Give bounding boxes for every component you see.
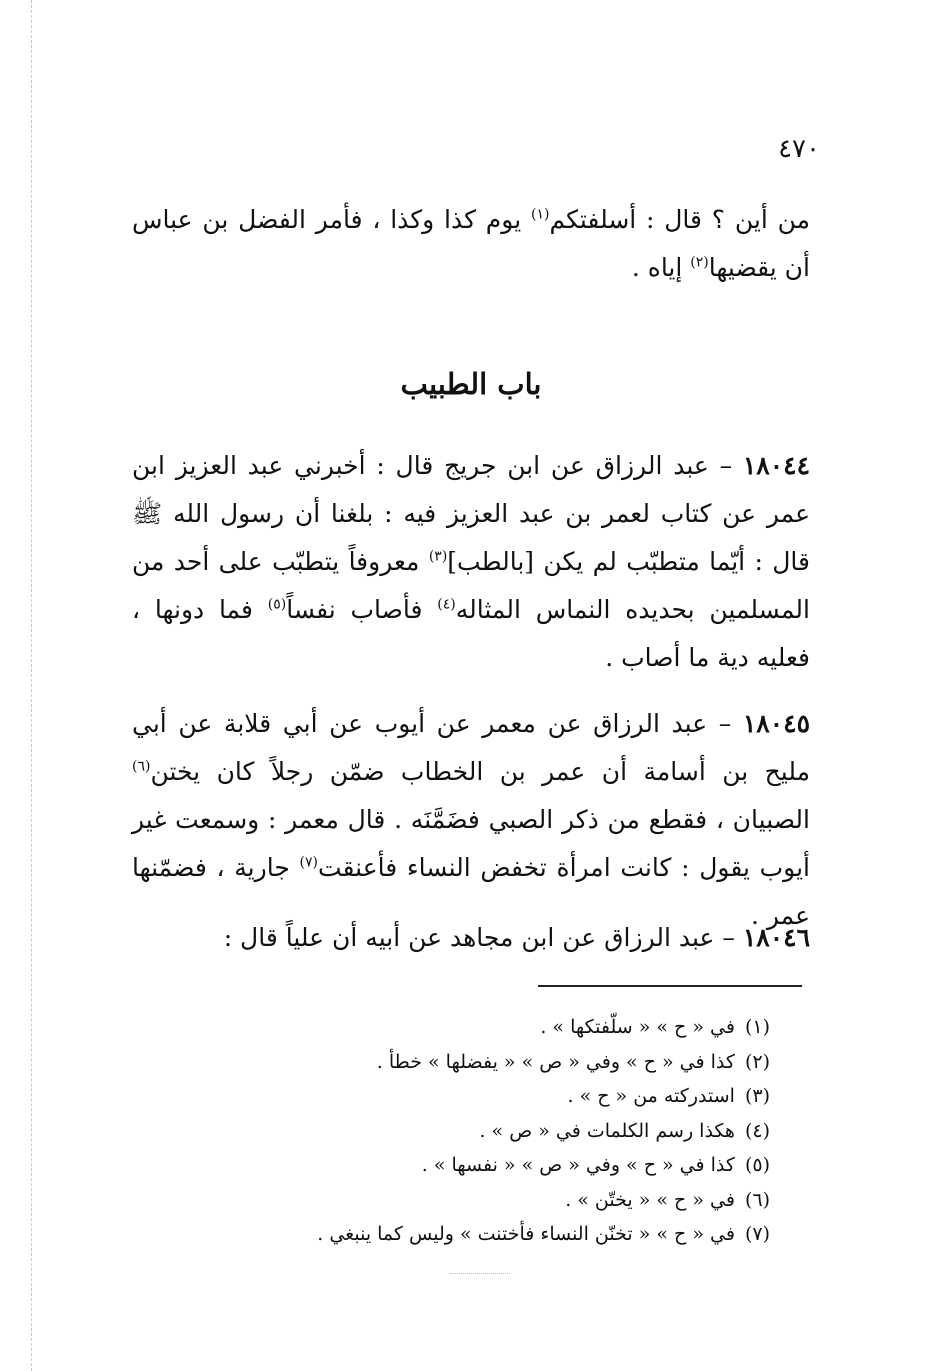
intro-text-2: يوم كذا وكذا ، فأمر الفضل بن عباس أن يقضيها (132, 205, 810, 282)
footnote-text: في « ح » « تخنّن النساء فأختنت » وليس كما ينبغي . (317, 1223, 735, 1245)
footnote-1 (300, 1010, 770, 1045)
hadith-number: ١٨٠٤٦ (742, 923, 810, 952)
footnote-ref-6[interactable]: (٦) (132, 758, 151, 775)
footnote-2 (300, 1045, 770, 1080)
hadith-text: جارية ، فضمّنها عمر . (132, 853, 810, 930)
intro-text-1: من أين ؟ قال : أسلفتكم (549, 205, 810, 234)
footnote-ref-5[interactable]: (٥) (267, 596, 287, 613)
footnote-text: كذا في « ح » وفي « ص » « يفضلها » خطأ . (376, 1050, 735, 1073)
footnote-number: (١) (744, 1016, 770, 1038)
scan-artifact-dots (450, 1273, 510, 1274)
footnote-ref-1[interactable]: (١) (530, 206, 550, 223)
hadith-18046 (132, 914, 810, 962)
footnote-text: في « ح » « سلّفتكها » . (540, 1016, 735, 1038)
hadith-text: الصبيان ، فقطع من ذكر الصبي فضَمَّنَه . قال معمر : وسمعت غير أيوب يقول : كانت امرأة تخفض النساء فأعنقت (132, 805, 810, 882)
hadith-text: – عبد الرزاق عن ابن مجاهد عن أبيه أن علياً قال : (223, 923, 735, 952)
footnote-ref-2[interactable]: (٢) (690, 254, 709, 271)
hadith-18045 (132, 700, 810, 940)
footnote-number: (٧) (744, 1223, 770, 1245)
footnote-ref-3[interactable]: (٣) (428, 548, 448, 565)
hadith-number: ١٨٠٤٤ (742, 451, 811, 480)
footnote-ref-4[interactable]: (٤) (437, 596, 456, 613)
footnote-text: في « ح » « يختّن » . (565, 1188, 735, 1211)
hadith-18044 (132, 442, 810, 682)
footnote-number: (٦) (744, 1188, 770, 1211)
hadith-text: فما دونها ، فعليه دية ما أصاب . (132, 595, 810, 672)
footnote-number: (٤) (744, 1119, 770, 1142)
hadith-number: ١٨٠٤٥ (742, 709, 810, 738)
footnotes (300, 1010, 770, 1252)
hadith-text: – عبد الرزاق عن ابن جريج قال : أخبرني عبد العزيز ابن عمر عن كتاب لعمر بن عبد العزيز فيه : بلغنا أن رسول الله ﷺ قال : أيّما متطبّب لم يكن [بالطب] (132, 451, 810, 576)
margin-dashed-line (31, 0, 32, 1371)
footnote-text: كذا في « ح » وفي « ص » « نفسها » . (421, 1154, 735, 1176)
footnote-number: (٥) (744, 1154, 770, 1176)
intro-paragraph (132, 196, 810, 292)
footnote-6 (300, 1183, 770, 1218)
hadith-text: فأصاب نفساً (286, 595, 438, 624)
footnote-separator (538, 985, 802, 987)
hadith-text: معروفاً يتطبّب على أحد من المسلمين بحديده النماس المثاله (132, 547, 810, 624)
footnote-5 (300, 1148, 770, 1183)
chapter-title: باب الطبيب (400, 367, 542, 401)
intro-text-3: إياه . (631, 253, 691, 282)
footnote-text: هكذا رسم الكلمات في « ص » . (479, 1119, 735, 1142)
footnote-4 (300, 1114, 770, 1149)
footnote-number: (٢) (744, 1050, 770, 1073)
page-number: ٤٧٠ (778, 134, 820, 164)
footnote-7 (300, 1217, 770, 1252)
footnote-3 (300, 1079, 770, 1114)
hadith-text: – عبد الرزاق عن معمر عن أيوب عن أبي قلابة عن أبي مليح بن أسامة أن عمر بن الخطاب ضمّن رجلاً كان يختن (132, 709, 810, 786)
footnote-number: (٣) (744, 1085, 770, 1107)
footnote-ref-7[interactable]: (٧) (299, 854, 318, 871)
footnote-text: استدركته من « ح » . (567, 1085, 735, 1107)
